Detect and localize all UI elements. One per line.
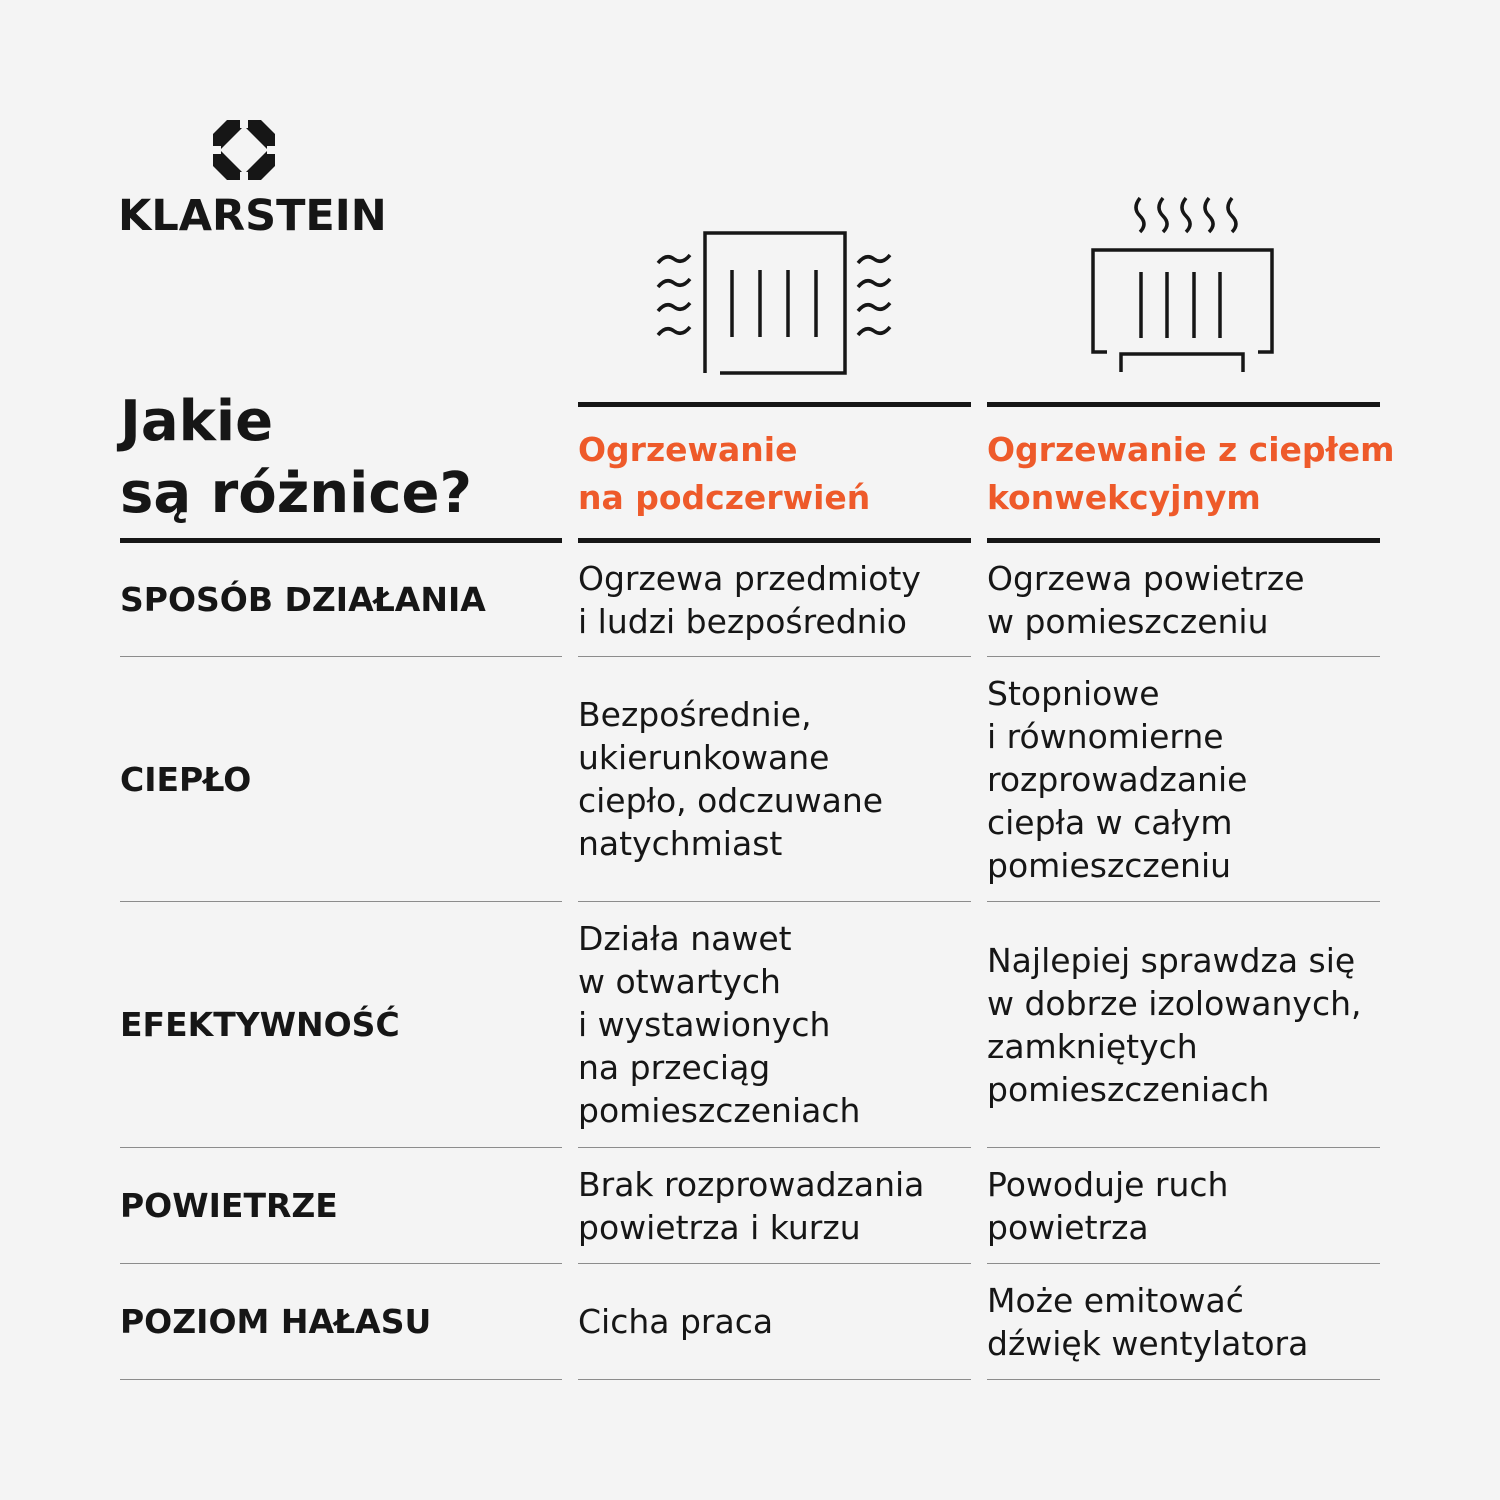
table-cell — [987, 902, 1379, 1147]
klarstein-diamond-logo-icon — [213, 120, 275, 180]
page-title-line-2: są różnice? — [120, 461, 473, 526]
cell-text: Najlepiej sprawdza się w dobrze izolowanych, zamkniętych pomieszczeniach — [987, 940, 1362, 1109]
table-cell — [987, 1148, 1379, 1263]
cell-text: Brak rozprowadzania powietrza i kurzu — [578, 1164, 925, 1247]
cell-text: Ogrzewa powietrze w pomieszczeniu — [987, 558, 1305, 641]
row-label-noise: POZIOM HAŁASU — [120, 1302, 432, 1341]
page-title — [120, 386, 472, 530]
table-cell — [578, 543, 970, 656]
convection-heater-icon — [1085, 190, 1285, 380]
row-divider — [120, 1379, 562, 1380]
cell-text: Ogrzewa przedmioty i ludzi bezpośrednio — [578, 558, 921, 641]
table-cell — [578, 902, 970, 1147]
page-title-line-1: Jakie — [120, 389, 274, 454]
table-cell — [987, 543, 1379, 656]
cell-text: Bezpośrednie, ukierunkowane ciepło, odczuwane natychmiast — [578, 695, 884, 863]
row-divider — [987, 1379, 1380, 1380]
cell-text: Działa nawet w otwartych i wystawionych na przeciąg pomieszczeniach — [578, 919, 861, 1130]
row-label-efficiency: EFEKTYWNOŚĆ — [120, 1005, 400, 1044]
table-cell — [987, 1264, 1379, 1379]
column-header-convection — [987, 426, 1395, 522]
table-cell — [987, 657, 1379, 901]
cell-text: Powoduje ruch powietrza — [987, 1164, 1229, 1247]
row-label-heat: CIEPŁO — [120, 759, 252, 799]
row-divider — [578, 1379, 971, 1380]
column-top-rule — [987, 402, 1380, 407]
table-cell — [578, 1148, 970, 1263]
column-header-line: Ogrzewanie — [578, 430, 798, 469]
cell-text: Stopniowe i równomierne rozprowadzanie ciepła w całym pomieszczeniu — [987, 673, 1248, 885]
column-header-line: konwekcyjnym — [987, 478, 1261, 517]
brand-name: KLARSTEIN — [118, 191, 387, 241]
row-label-mode: SPOSÓB DZIAŁANIA — [120, 580, 486, 619]
row-label-air: POWIETRZE — [120, 1186, 338, 1225]
infrared-heater-icon — [650, 225, 900, 380]
table-cell — [578, 1264, 970, 1379]
column-header-line: na podczerwień — [578, 478, 871, 517]
column-top-rule — [578, 402, 971, 407]
cell-text: Cicha praca — [578, 1302, 774, 1341]
table-cell — [578, 657, 970, 901]
column-header-infrared — [578, 426, 870, 522]
column-header-line: Ogrzewanie z ciepłem — [987, 430, 1395, 469]
cell-text: Może emitować dźwięk wentylatora — [987, 1280, 1309, 1363]
